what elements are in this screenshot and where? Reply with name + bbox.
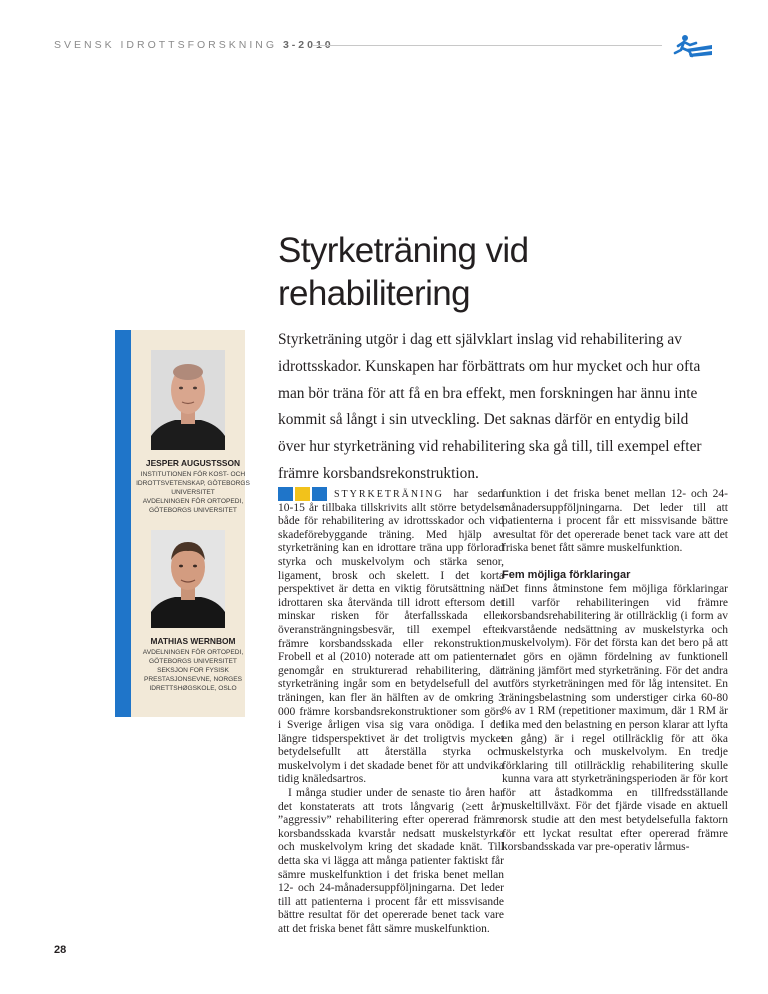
body-paragraph: Det finns åtminstone fem möjliga förklaringar till varför rehabiliteringen vid främre korsbandsrehabilitering är otillräcklig (i form av kvarstående nedsättning av muskelstyrka och muskelvolym). För det första kan det bero på att det görs en ojämn fördelning av funktionell träning jämfört med styrketräning. För det andra utförs styrketräningen med för låg intensitet. En träningsbelastning som understiger cirka 60-80 % av 1 RM (repetitioner maximum, där 1 RM är lika med den belastning en person klarar att lyfta en gång) är i regel otillräcklig för att öka muskelstyrka och muskelvolym. En tredje förklaring till otillräcklig rehabilitering skulle kunna vara att styrketräningsperioden är för kort för att åstadkomma en tillfredsställande muskeltillväxt. För det fjärde visade en aktuell norsk studie att den mest betydelsefulla faktorn för ett lyckat resultat efter opererad främre korsbandsskada var pre-operativ lårmus- [502, 582, 728, 854]
section-heading: Fem möjliga förklaringar [502, 568, 631, 581]
page-number: 28 [54, 944, 67, 956]
journal-name: SVENSK IDROTTSFORSKNING [54, 39, 278, 51]
body-column-2 [502, 488, 728, 855]
author-photo-wernbom [151, 530, 225, 628]
body-column-1 [278, 488, 504, 977]
author-name: MATHIAS WERNBOM [150, 636, 236, 646]
header-rule [312, 45, 662, 46]
body-paragraph: I många studier under de senaste tio åren har det konstaterats att trots långvarig (≥ett år) ”aggressiv” rehabilitering efter opererad främre korsbandsskada kvarstår nedsatt muskelstyrka och muskelvolym kring det skadade knät. Till detta ska vi lägga att många patienter faktiskt får sämre muskelfunktion i det friska benet mellan 12- och 24-månadersuppföljningarna. Det leder till att patienterna i procent får ett missvisande bättre resultat för det opererade benet tack vare att det friska benet fått sämre muskelfunktion. [278, 787, 504, 935]
body-paragraph-continued: funktion i det friska benet mellan 12- och 24-månadersuppföljningarna. Det leder till att patienterna i procent får ett missvisande bättre resultat för det opererade benet tack vare att det friska benet fått sämre muskelfunktion. [502, 488, 728, 555]
issue-number: 3-2010 [282, 39, 334, 51]
title-line-2: rehabilitering [278, 274, 470, 313]
article-title [278, 229, 718, 315]
author-name: JESPER AUGUSTSSON [145, 458, 241, 468]
title-line-1: Styrketräning vid [278, 231, 529, 270]
running-header [54, 39, 334, 51]
author-affiliation: AVDELNINGEN FÖR ORTOPEDI, GÖTEBORGS UNIVERSITET SEKSJON FOR FYSISK PRESTASJONSEVNE, NORGES IDRETTSHØGSKOLE, OSLO [142, 649, 244, 692]
runner-logo-icon [668, 34, 712, 58]
blue-yellow-squares-icon [278, 487, 329, 499]
lead-paragraph: Styrketräning utgör i dag ett självklart inslag vid rehabilitering av idrottsskador. Kunskapen har förbättrats om hur mycket och hur ofta man bör träna för att få en bra effekt, men forskningen har ännu inte kommit så långt i sin utveckling. Det saknas därför en entydig bild över hur styrketräning vid rehabilitering ska gå till, till exempel efter främre korsbandsrekonstruktion. [278, 331, 702, 482]
lead-word: STYRKETRÄNING [334, 489, 444, 500]
author-affiliation: INSTITUTIONEN FÖR KOST- OCH IDROTTSVETENSKAP, GÖTEBORGS UNIVERSITET AVDELNINGEN FÖR ORTOPEDI, GÖTEBORGS UNIVERSITET [136, 471, 250, 514]
author-photo-augustsson [151, 350, 225, 450]
body-paragraph: STYRKETRÄNING har sedan 10-15 år tillbaka tillskrivits allt större betydelse både för rehabilitering av idrottsskador och vid skadeförebyggande träning. Med hjälp av styrketräning kan en idrottare träna upp förlorad styrka och muskelvolym och stärka senor, ligament, brosk och skelett. I det korta perspektivet är detta en viktig förutsättning när idrottaren ska återvända till idrott eftersom det minskar risken för återfallsskada eller överansträngningsbesvär, till exempel efter främre korsbandsskada eller rekonstruktion. Frobell et al (2010) noterade att om patienterna genomgår en strukturerad rehabilitering, där styrketräning ingår som en betydelsefull del av träningen, kan fler än hälften av de omkring 3 000 främre korsbandsrekonstruktioner som görs i Sverige årligen visa sig vara onödiga. I det längre tidsperspektivet är det troligtvis mycket betydelsefullt att återställa styrka och muskelvolym i det skadade benet för att undvika tidig knäledsartros. [278, 488, 504, 786]
